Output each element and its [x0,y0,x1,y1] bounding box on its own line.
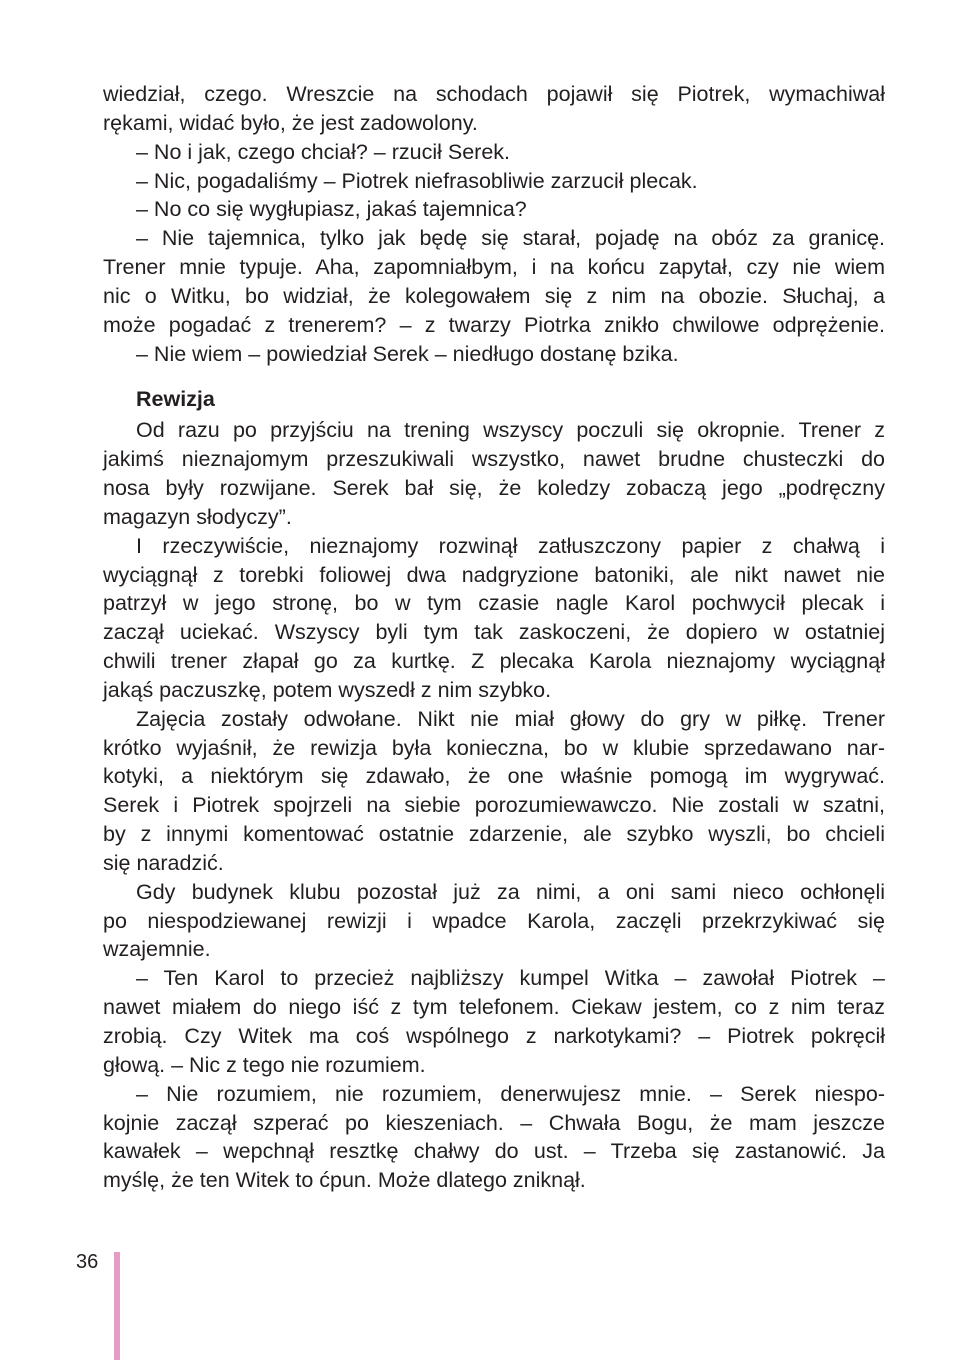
text-line: jakąś paczuszkę, potem wyszedł z nim szybko. [103,677,552,702]
text-line: zaczął uciekać. Wszyscy byli tym tak zaskoczeni, że dopiero w ostatniej [103,620,885,645]
text-line: magazyn słodyczy”. [103,504,292,529]
text-line: myślę, że ten Witek to ćpun. Może dlatego zniknął. [103,1168,586,1193]
dialogue-line: – Ten Karol to przecież najbliższy kumpel Witka – zawołał Piotrek – [136,966,885,991]
text-line: jakimś nieznajomym przeszukiwali wszystko, nawet brudne chusteczki do [103,447,885,472]
text-line: krótko wyjaśnił, że rewizja była konieczna, bo w klubie sprzedawano nar- [103,735,885,760]
paragraph-line: Gdy budynek klubu pozostał już za nimi, a oni sami nieco ochłonęli [136,879,885,904]
text-line: kotyki, a niektórym się zdawało, że one właśnie pomogą im wygrywać. [103,764,885,789]
text-line: nic o Witku, bo widział, że kolegowałem się z nim na obozie. Słuchaj, a [103,283,885,308]
text-line: nosa były rozwijane. Serek bał się, że koledzy zobaczą jego „podręczny [103,475,885,500]
text-line: może pogadać z trenerem? – z twarzy Piotrka znikło chwilowe odprężenie. [103,312,885,337]
text-line: wzajemnie. [103,937,211,962]
section-heading: Rewizja [136,387,215,412]
text-line: się naradzić. [103,850,224,875]
page-accent-bar [114,1252,120,1360]
text-line: wiedział, czego. Wreszcie na schodach pojawił się Piotrek, wymachiwał [103,82,885,106]
dialogue-line: – Nie tajemnica, tylko jak będę się starał, pojadę na obóz za granicę. [136,226,885,251]
text-line: wyciągnął z torebki foliowej dwa nadgryzione batoniki, ale nikt nawet nie [103,562,885,587]
text-line: rękami, widać było, że jest zadowolony. [103,110,478,135]
text-line: nawet miałem do niego iść z tym telefonem. Ciekaw jestem, co z nim teraz [103,995,885,1020]
text-line: Serek i Piotrek spojrzeli na siebie porozumiewawczo. Nie zostali w szatni, [103,793,885,818]
paragraph-line: Od razu po przyjściu na trening wszyscy poczuli się okropnie. Trener z [136,418,885,443]
text-line: Trener mnie typuje. Aha, zapomniałbym, i na końcu zapytał, czy nie wiem [103,255,885,280]
page-number: 36 [76,1251,99,1273]
text-line: kojnie zaczął szperać po kieszeniach. – Chwała Bogu, że mam jeszcze [103,1110,885,1135]
paragraph-line: I rzeczywiście, nieznajomy rozwinął zatłuszczony papier z chałwą i [136,533,885,558]
text-line: głową. – Nic z tego nie rozumiem. [103,1052,426,1077]
dialogue-line: – Nie wiem – powiedział Serek – niedługo dostanę bzika. [136,341,679,366]
text-line: kawałek – wepchnął resztkę chałwy do ust. – Trzeba się zastanowić. Ja [103,1139,885,1164]
paragraph-line: Zajęcia zostały odwołane. Nikt nie miał głowy do gry w piłkę. Trener [136,706,885,731]
text-line: po niespodziewanej rewizji i wpadce Karola, zaczęli przekrzykiwać się [103,908,885,933]
text-line: by z innymi komentować ostatnie zdarzenie, ale szybko wyszli, bo chcieli [103,822,885,847]
dialogue-line: – Nic, pogadaliśmy – Piotrek niefrasobliwie zarzucił plecak. [136,168,698,193]
text-line: patrzył w jego stronę, bo w tym czasie nagle Karol pochwycił plecak i [103,591,885,616]
dialogue-line: – No i jak, czego chciał? – rzucił Serek. [136,139,511,164]
text-line: zrobią. Czy Witek ma coś wspólnego z narkotykami? – Piotrek pokręcił [103,1024,885,1048]
page-body [103,80,885,1195]
dialogue-line: – No co się wygłupiasz, jakaś tajemnica? [136,197,527,222]
text-line: chwili trener złapał go za kurtkę. Z plecaka Karola nieznajomy wyciągnął [103,649,885,674]
dialogue-line: – Nie rozumiem, nie rozumiem, denerwujesz mnie. – Serek niespo- [136,1081,885,1106]
